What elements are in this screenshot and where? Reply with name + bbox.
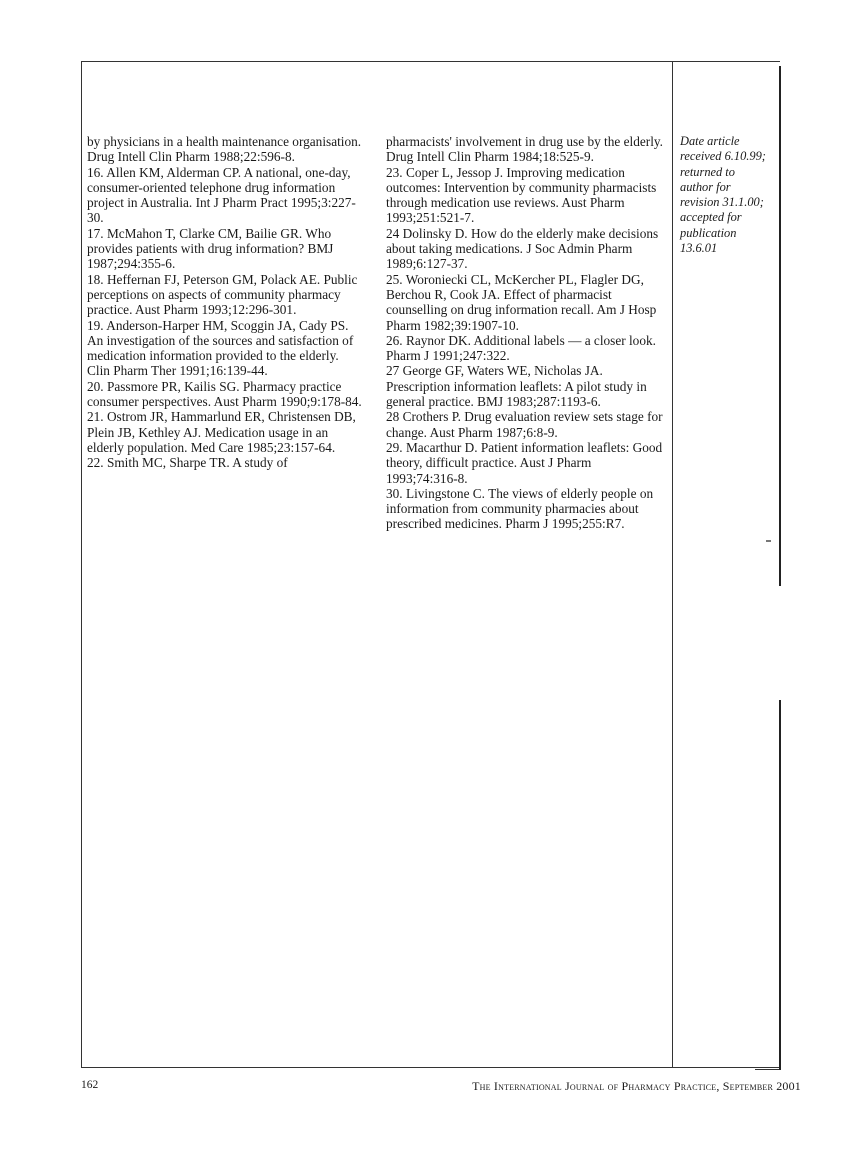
right-border-lower <box>779 700 781 1070</box>
references-right-column <box>386 134 666 532</box>
date-note-line: received 6.10.99; <box>680 149 766 164</box>
reference-item: 24 Dolinsky D. How do the elderly make decisions about taking medications. J Soc Admin Pharm 1989;6:127-37. <box>386 225 659 272</box>
date-note-line: accepted for <box>680 210 742 225</box>
date-note-line: author for <box>680 179 731 194</box>
date-note-line: Date article <box>680 134 740 148</box>
page-number: 162 <box>81 1079 99 1091</box>
reference-item: by physicians in a health maintenance organisation. Drug Intell Clin Pharm 1988;22:596-8. <box>87 134 362 165</box>
scan-mark <box>766 540 771 542</box>
reference-item: 20. Passmore PR, Kailis SG. Pharmacy practice consumer perspectives. Aust Pharm 1990;9:178-84. <box>87 378 362 410</box>
reference-item: 30. Livingstone C. The views of elderly people on information from community pharmacies about prescribed medicines. Pharm J 1995;255:R7. <box>386 485 654 532</box>
references-left-column <box>87 134 362 471</box>
reference-item: 16. Allen KM, Alderman CP. A national, one-day, consumer-oriented telephone drug information project in Australia. Int J Pharm Pract 1995;3:227-30. <box>87 164 356 226</box>
reference-item: 26. Raynor DK. Additional labels — a closer look. Pharm J 1991;247:322. <box>386 332 656 364</box>
reference-item: 27 George GF, Waters WE, Nicholas JA. Prescription information leaflets: A pilot study in general practice. BMJ 1983;287:1193-6. <box>386 363 647 410</box>
article-dates-note <box>680 134 772 256</box>
reference-item: 19. Anderson-Harper HM, Scoggin JA, Cady PS. An investigation of the sources and satisfaction of medication information provided to the elderly. Clin Pharm Ther 1991;16:139-44. <box>87 317 354 379</box>
reference-item: 22. Smith MC, Sharpe TR. A study of <box>87 455 288 471</box>
reference-item: 29. Macarthur D. Patient information leaflets: Good theory, difficult practice. Aust J Pharm 1993;74:316-8. <box>386 439 663 486</box>
reference-item: 17. McMahon T, Clarke CM, Bailie GR. Who provides patients with drug information? BMJ 1987;294:355-6. <box>87 225 334 272</box>
journal-running-footer: The International Journal of Pharmacy Practice, September 2001 <box>472 1079 801 1093</box>
reference-item: pharmacists' involvement in drug use by the elderly. Drug Intell Clin Pharm 1984;18:525-9. <box>386 134 664 165</box>
date-note-line: 13.6.01 <box>680 241 718 256</box>
reference-item: 21. Ostrom JR, Hammarlund ER, Christensen DB, Plein JB, Kethley AJ. Medication usage in an elderly population. Med Care 1985;23:157-64. <box>87 409 356 455</box>
date-note-line: revision 31.1.00; <box>680 195 764 210</box>
date-note-line: publication <box>680 225 737 240</box>
reference-item: 18. Heffernan FJ, Peterson GM, Polack AE. Public perceptions on aspects of community pharmacy practice. Aust Pharm 1993;12:296-301. <box>87 271 358 318</box>
reference-item: 28 Crothers P. Drug evaluation review sets stage for change. Aust Pharm 1987;6:8-9. <box>386 409 663 440</box>
right-border-upper <box>779 66 781 586</box>
reference-item: 23. Coper L, Jessop J. Improving medication outcomes: Intervention by community pharmacists through medication use reviews. Aust Pharm 1993;251:521-7. <box>386 164 657 226</box>
reference-item: 25. Woroniecki CL, McKercher PL, Flagler DG, Berchou R, Cook JA. Effect of pharmacist counselling on drug information recall. Am J Hosp Pharm 1982;39:1907-10. <box>386 271 657 333</box>
margin-divider <box>672 61 673 1068</box>
bottom-rule-tick <box>755 1069 779 1070</box>
date-note-line: returned to <box>680 164 735 179</box>
